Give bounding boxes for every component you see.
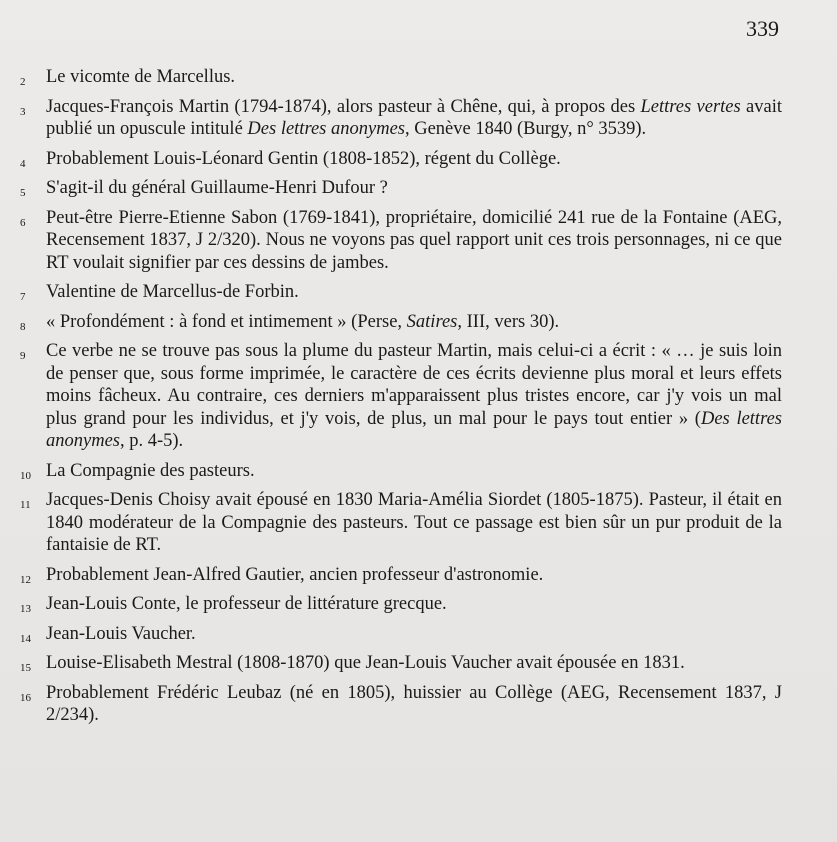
footnote-number: 10 [20,469,31,482]
footnote [20,177,782,200]
footnote-text [46,207,782,275]
text-run: Le vicomte de Marcellus. [46,67,236,87]
footnote-number: 4 [20,157,26,170]
page-number: 339 [746,16,779,41]
footnote-number: 8 [20,320,26,333]
footnote-text [46,652,782,675]
footnote [20,623,782,646]
footnote [20,652,782,675]
footnote-number: 5 [20,187,26,199]
footnote [20,593,782,616]
footnote [20,564,782,587]
footnote-text [46,177,782,200]
text-run: La Compagnie des pasteurs. [46,460,255,481]
footnote-text [46,66,782,89]
footnote-number: 9 [20,350,26,362]
text-run: Probablement Frédéric Leubaz (né en 1805), huissier au Collège (AEG, Recensement 1837, J 2/234). [46,682,782,725]
footnote-text [46,460,782,483]
footnote-number: 7 [20,291,26,303]
text-run: « Profondément : à fond et intimement » (Perse, [46,311,407,332]
footnote [20,340,782,453]
italic-title: Des lettres anonymes [247,119,405,139]
text-run: Ce verbe ne se trouve pas sous la plume du pasteur Martin, mais celui-ci a écrit : « … je suis loin de penser que, sous forme imprimée, le caractère de ces écrits devienne plus moral et leurs effets moins fâcheux. Au contraire, ces derniers m'apparaissent plus tristes encore, car j'y vois un mal plus grand pour les individus, et j'y vois, de plus, un mal pour le pays tout entier » ( [46,341,782,429]
text-run: Probablement Louis-Léonard Gentin (1808-1852), régent du Collège. [46,148,561,169]
footnote [20,148,782,171]
footnote-text [46,593,782,616]
italic-title: Satires [406,311,458,332]
italic-title: Des lettres anonymes [46,408,782,451]
footnote-text [46,489,782,557]
footnote [20,311,782,334]
text-run: Jean-Louis Conte, le professeur de littérature grecque. [46,594,447,614]
footnote-number: 11 [20,499,31,511]
footnote-number: 14 [20,632,31,645]
footnote-number: 2 [20,76,26,88]
footnote [20,66,782,89]
footnote-text [46,311,782,334]
text-run: Jacques-François Martin (1794-1874), alors pasteur à Chêne, qui, à propos des [46,96,641,117]
footnote [20,460,782,483]
footnote-text [46,564,782,587]
footnotes-list [20,66,782,734]
text-run: Louise-Elisabeth Mestral (1808-1870) que Jean-Louis Vaucher avait épousée en 1831. [46,653,685,673]
text-run: S'agit-il du général Guillaume-Henri Dufour ? [46,178,388,198]
footnote-text [46,623,782,646]
footnote-text [46,96,782,141]
footnote-number: 16 [20,691,31,704]
footnote-text [46,340,782,453]
footnote-number: 15 [20,662,31,674]
footnote-text [46,281,782,304]
text-run: , III, vers 30). [457,311,560,332]
text-run: , Genève 1840 (Burgy, n° 3539). [404,119,647,139]
text-run: Valentine de Marcellus-de Forbin. [46,282,299,302]
footnote [20,207,782,275]
footnote [20,682,782,727]
text-run: , p. 4-5). [119,431,184,451]
footnote [20,489,782,557]
footnote-number: 12 [20,573,31,586]
text-run: Jean-Louis Vaucher. [46,623,196,644]
footnote-number: 13 [20,603,31,615]
text-run: avait publié un opuscule intitulé [46,96,783,139]
footnote-number: 3 [20,105,26,118]
footnote-text [46,148,782,171]
footnote [20,281,782,304]
italic-title: Lettres vertes [640,96,741,117]
footnote-number: 6 [20,216,26,229]
text-run: Peut-être Pierre-Etienne Sabon (1769-1841), propriétaire, domicilié 241 rue de la Fontaine (AEG, Recensement 1837, J 2/320). Nous ne voyons pas quel rapport unit ces trois personnages, ni ce que RT voulait signifier par ces dessins de jambes. [46,207,782,273]
footnote-text [46,682,782,727]
footnote [20,96,782,141]
text-run: Jacques-Denis Choisy avait épousé en 1830 Maria-Amélia Siordet (1805-1875). Pasteur, il était en 1840 modérateur de la Compagnie des pasteurs. Tout ce passage est bien sûr un pur produit de la fantaisie de RT. [46,490,782,555]
text-run: Probablement Jean-Alfred Gautier, ancien professeur d'astronomie. [46,564,544,585]
